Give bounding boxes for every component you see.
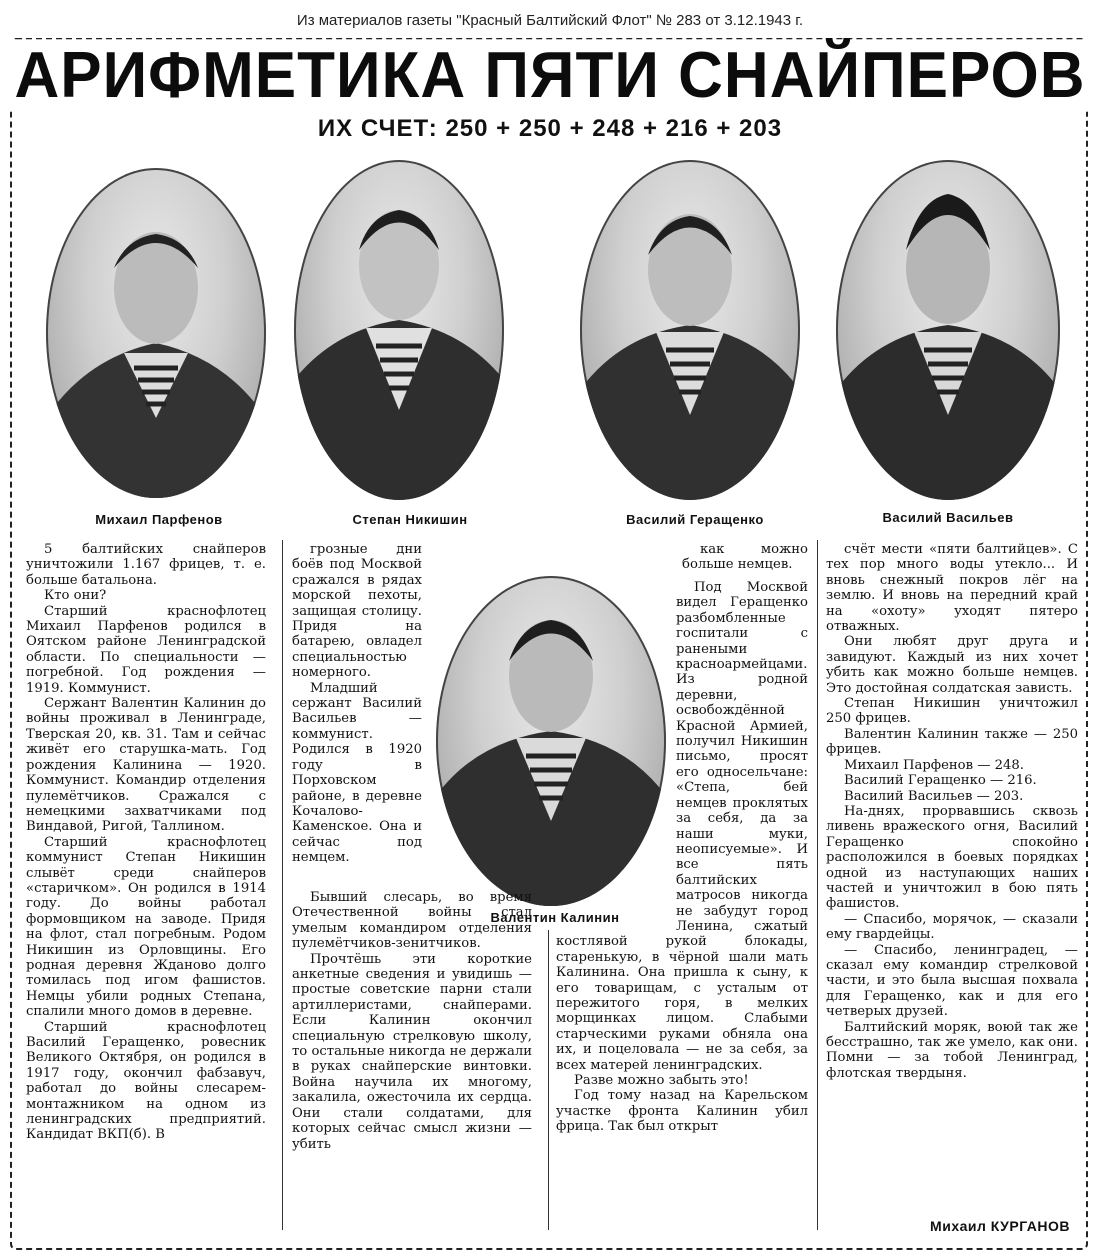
paragraph: Год тому назад на Карельском участке фронта Калинин убил фрица. Так был открыт [556, 1088, 808, 1135]
sailor-photo-icon [294, 160, 504, 500]
paragraph: как можно больше немцев. [682, 542, 808, 573]
source-line: Из материалов газеты "Красный Балтийский Флот" № 283 от 3.12.1943 г. [296, 12, 804, 29]
portrait-gerashchenko [580, 160, 800, 500]
subheadline: ИХ СЧЕТ: 250 + 250 + 248 + 216 + 203 [317, 115, 783, 142]
column-rule [548, 930, 549, 1230]
paragraph: Разве можно забыть это! [574, 1073, 749, 1088]
paragraph: Валентин Калинин также — 250 фрицев. [826, 726, 1078, 758]
paragraph: — Спасибо, морячок, — сказали ему гвардейцы. [826, 911, 1078, 943]
paragraph: Старший краснофлотец Михаил Парфенов родился в Оятском районе Ленинградской области. По специальности — погребной. Год рождения — 1919. Коммунист. [26, 603, 266, 696]
paragraph: Степан Никишин уничтожил 250 фрицев. [826, 696, 1078, 727]
paragraph: Кто они? [44, 588, 107, 604]
paragraph: Василий Геращенко — 216. [844, 773, 1037, 789]
paragraph: Старший краснофлотец Василий Геращенко, ровесник Великого Октября, он родился в 1917 году, окончил фабзавуч, работал до войны слесарем-монтажником на одном из ленинградских предприятий. Кандидат ВКП(б). В [26, 1019, 266, 1143]
paragraph: На-днях, прорвавшись сквозь ливень вражеского огня, Василий Геращенко спокойно расположился в боевых порядках одной из наступающих наших частей и уничтожил в бою пять фашистов. [826, 803, 1078, 912]
paragraph: Под Москвой видел Геращенко разбомбленные госпитали с ранеными красноармейцами. Из родной деревни, освобождённой Красной Армией, получил Никишин письмо, просят его односельчане: «Степа, бей немцев проклятых за себя, да за наши муки, неописуемые». И все пять балтийских матросов никогда не забудут город Ленина, сжатый костлявой рукой блокады, старенькую, в чёрной шали мать Калинина. Она пришла к сыну, к его товарищам, с усталым от пережитого горя, в мелких морщинках лицом. Слабыми старческими руками обняла она их, и поцеловала — не за себя, за всех матерей ленинградских. [556, 580, 808, 1073]
paragraph: 5 балтийских снайперов уничтожили 1.167 фрицев, т. е. больше батальона. [26, 542, 266, 588]
article-column-1 [26, 542, 266, 1143]
author-signature: Михаил КУРГАНОВ [930, 1218, 1070, 1234]
paragraph: Балтийский моряк, воюй так же бесстрашно, так же умело, как они. Помни — за тобой Ленинград, флотская твердыня. [826, 1019, 1078, 1081]
column-rule [817, 540, 818, 1230]
paragraph: счёт мести «пяти балтийцев». С тех пор много воды утекло... И вновь снежный покров лёг на землю. И вновь на передний край на «охоту» уходят пятеро отважных. [826, 542, 1078, 635]
article-column-3-upper [682, 542, 808, 573]
paragraph: Бывший слесарь, во время Отечественной войны стал умелым командиром отделения пулемётчиков-зенитчиков. [292, 890, 532, 952]
sailor-photo-icon [580, 160, 800, 500]
paragraph: Прочтёшь эти короткие анкетные сведения и увидишь — простые советские парни стали артиллеристами, снайперами. Если Калинин окончил специальную стрелковую школу, то остальные никогда не держали в руках снайперские винтовки. Война научила их многому, закалила, ожесточила их сердца. Они стали солдатами, для которых сейчас смысл жизни — убить [292, 951, 532, 1152]
paragraph: Старший краснофлотец коммунист Степан Никишин слывёт среди снайперов «старичком». Он родился в 1914 году. До войны работал формовщиком на заводе. Придя на флот, стал погребным. Родом Никишин из Орловщины. Его родная деревня Ждановo долго томилась под игом фашистов. Немцы убили родных Степана, спалили много домов в деревне. [26, 834, 266, 1020]
sailor-photo-icon [836, 160, 1060, 500]
portrait-vasilyev [836, 160, 1060, 500]
caption-vasilyev: Василий Васильев [882, 510, 1014, 525]
paragraph: Михаил Парфенов — 248. [844, 757, 1024, 773]
caption-gerashchenko: Василий Геращенко [626, 512, 764, 527]
column-rule [282, 540, 283, 1230]
paragraph: Они любят друг друга и завидуют. Каждый из них хочет убить как можно больше немцев. Это достойная солдатская зависть. [826, 634, 1078, 696]
article-column-2-lower [292, 890, 532, 1152]
caption-parfenov: Михаил Парфенов [95, 512, 223, 527]
portrait-parfenov [46, 168, 266, 498]
article-column-3 [556, 580, 808, 1135]
paragraph: — Спасибо, ленинградец, — сказал ему командир стрелковой части, и это была высшая похвала для Геращенко, как и для его четверых друзей. [826, 942, 1078, 1020]
sailor-photo-icon [46, 168, 266, 498]
article-column-2-upper [292, 542, 422, 866]
article-column-4 [826, 542, 1078, 1081]
paragraph: Сержант Валентин Калинин до войны проживал в Ленинграде, Тверская 20, кв. 31. Там и сейчас живёт его старушка-мать. Год рождения Калинина — 1920. Коммунист. Командир отделения пулемётчиков. Сражался с немецкими захватчиками под Виндавой, Ригой, Таллином. [26, 696, 266, 835]
paragraph: Младший сержант Василий Васильев — коммунист. Родился в 1920 году в Порховском районе, в деревне Кочалово-Каменское. Она и сейчас под немцем. [292, 680, 422, 866]
paragraph: Василий Васильев — 203. [844, 788, 1024, 804]
headline-text: АРИФМЕТИКА ПЯТИ СНАЙПЕРОВ [0, 39, 1099, 111]
portrait-wrap-spacer [556, 580, 676, 930]
caption-kalinin: Валентин Калинин [490, 910, 620, 925]
caption-nikishin: Степан Никишин [352, 512, 468, 527]
headline [0, 38, 1100, 113]
portrait-nikishin [294, 160, 504, 500]
paragraph: грозные дни боёв под Москвой сражался в рядах морской пехоты, защищая столицу. Придя на батарею, овладел специальностью номерного. [292, 542, 422, 681]
